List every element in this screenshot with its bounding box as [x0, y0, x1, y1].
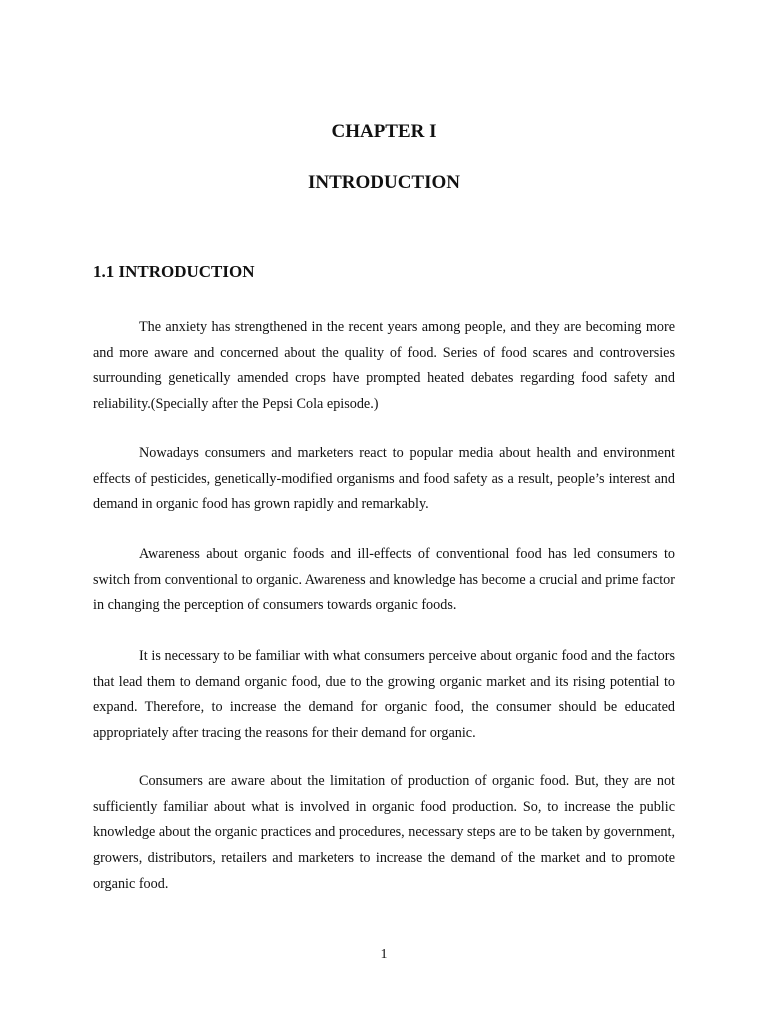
body-paragraph-5: Consumers are aware about the limitation of production of organic food. But, they are not sufficiently familiar about what is involved in organic food production. So, to increase the public knowledge about the organic practices and procedures, necessary steps are to be taken by government, growers, distributors, retailers and marketers to increase the demand of the market and to promote organic food.	[93, 773, 675, 892]
chapter-label: CHAPTER I	[331, 121, 437, 142]
body-paragraph-2: Nowadays consumers and marketers react to popular media about health and environment effects of pesticides, genetically-modified organisms and food safety as a result, people’s interest and demand in organic food has grown rapidly and remarkably.	[93, 445, 675, 513]
body-paragraph-4: It is necessary to be familiar with what consumers perceive about organic food and the factors that lead them to demand organic food, due to the growing organic market and its rising potential to expand. Therefore, to increase the demand for organic food, the consumer should be educated appropriately after tracing the reasons for their demand for organic.	[93, 648, 675, 742]
chapter-title: INTRODUCTION	[307, 172, 461, 193]
section-heading: 1.1 INTRODUCTION	[93, 262, 255, 281]
page-number: 1	[380, 947, 388, 962]
body-paragraph-1: The anxiety has strengthened in the recent years among people, and they are becoming more and more aware and concerned about the quality of food. Series of food scares and controversies surrounding genetically amended crops have prompted heated debates regarding food safety and reliability.(Specially after the Pepsi Cola episode.)	[93, 319, 675, 413]
body-paragraph-3: Awareness about organic foods and ill-effects of conventional food has led consumers to switch from conventional to organic. Awareness and knowledge has become a crucial and prime factor in changing the perception of consumers towards organic foods.	[93, 546, 675, 614]
